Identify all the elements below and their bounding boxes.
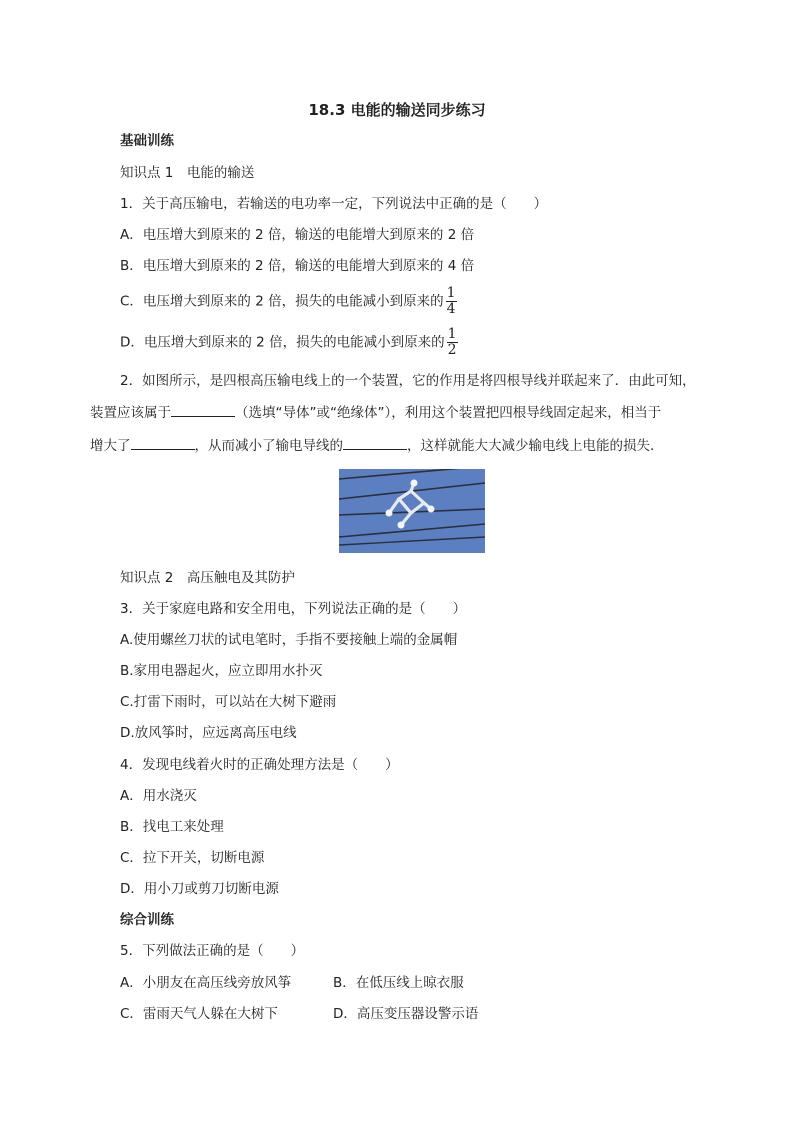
q5-option-c: C．雷雨天气人躲在大树下 xyxy=(120,1006,278,1022)
q4-option-b: B．找电工来处理 xyxy=(120,819,224,835)
q4-option-c: C．拉下开关，切断电源 xyxy=(120,850,265,866)
fraction-denominator: 2 xyxy=(447,342,457,358)
q2-line-3 xyxy=(90,435,664,456)
answer-blank-1[interactable] xyxy=(171,402,235,417)
knowledge-point-1: 知识点 1 电能的输送 xyxy=(120,165,255,181)
q4-option-a: A．用水浇灭 xyxy=(120,788,197,804)
q1-option-d-fraction xyxy=(447,327,458,358)
answer-blank-2[interactable] xyxy=(131,435,195,450)
q2-text: 装置应该属于 xyxy=(90,405,171,421)
q2-line-1: 2．如图所示，是四根高压输电线上的一个装置，它的作用是将四根导线并联起来了．由此可知， xyxy=(120,373,696,389)
fraction-numerator: 1 xyxy=(446,285,456,301)
q3-stem: 3．关于家庭电路和安全用电，下列说法正确的是（ ） xyxy=(120,601,467,617)
q5-stem: 5．下列做法正确的是（ ） xyxy=(120,943,305,959)
q4-option-d: D．用小刀或剪刀切断电源 xyxy=(120,881,279,897)
q1-option-c-fraction xyxy=(446,286,457,317)
answer-blank-3[interactable] xyxy=(343,435,407,450)
section-basic-heading: 基础训练 xyxy=(120,133,174,149)
q2-line-2 xyxy=(90,402,661,423)
q2-text: 增大了 xyxy=(90,438,131,454)
q5-option-a: A．小朋友在高压线旁放风筝 xyxy=(120,975,292,991)
q1-option-d xyxy=(120,327,458,358)
q3-option-b: B.家用电器起火，应立即用水扑灭 xyxy=(120,663,323,679)
knowledge-point-2: 知识点 2 高压触电及其防护 xyxy=(120,570,295,586)
q3-option-c: C.打雷下雨时，可以站在大树下避雨 xyxy=(120,694,337,710)
q3-option-a: A.使用螺丝刀状的试电笔时，手指不要接触上端的金属帽 xyxy=(120,632,458,648)
q2-text: ，从而减小了输电导线的 xyxy=(194,438,343,454)
q4-stem: 4．发现电线着火时的正确处理方法是（ ） xyxy=(120,757,399,773)
q2-text: ，这样就能大大减少输电线上电能的损失． xyxy=(407,438,664,454)
q5-option-d: D．高压变压器设警示语 xyxy=(333,1006,479,1022)
q2-text: （选填“导体”或“绝缘体”），利用这个装置把四根导线固定起来，相当于 xyxy=(235,405,662,421)
page-title: 18.3 电能的输送同步练习 xyxy=(308,101,486,119)
q1-option-b: B．电压增大到原来的 2 倍，输送的电能增大到原来的 4 倍 xyxy=(120,258,475,274)
section-comprehensive-heading: 综合训练 xyxy=(120,912,174,928)
q1-option-c-text: C．电压增大到原来的 2 倍，损失的电能减小到原来的 xyxy=(120,293,444,310)
fraction-denominator: 4 xyxy=(446,301,456,317)
q1-stem: 1．关于高压输电，若输送的电功率一定，下列说法中正确的是（ ） xyxy=(120,196,548,212)
q1-option-c xyxy=(120,286,457,317)
q1-option-d-text: D．电压增大到原来的 2 倍，损失的电能减小到原来的 xyxy=(120,334,445,351)
q5-option-b: B．在低压线上晾衣服 xyxy=(333,975,464,991)
fraction-numerator: 1 xyxy=(447,326,457,342)
q1-option-a: A．电压增大到原来的 2 倍，输送的电能增大到原来的 2 倍 xyxy=(120,227,475,243)
power-line-spacer-photo xyxy=(339,469,485,553)
q3-option-d: D.放风筝时，应远离高压电线 xyxy=(120,725,297,741)
